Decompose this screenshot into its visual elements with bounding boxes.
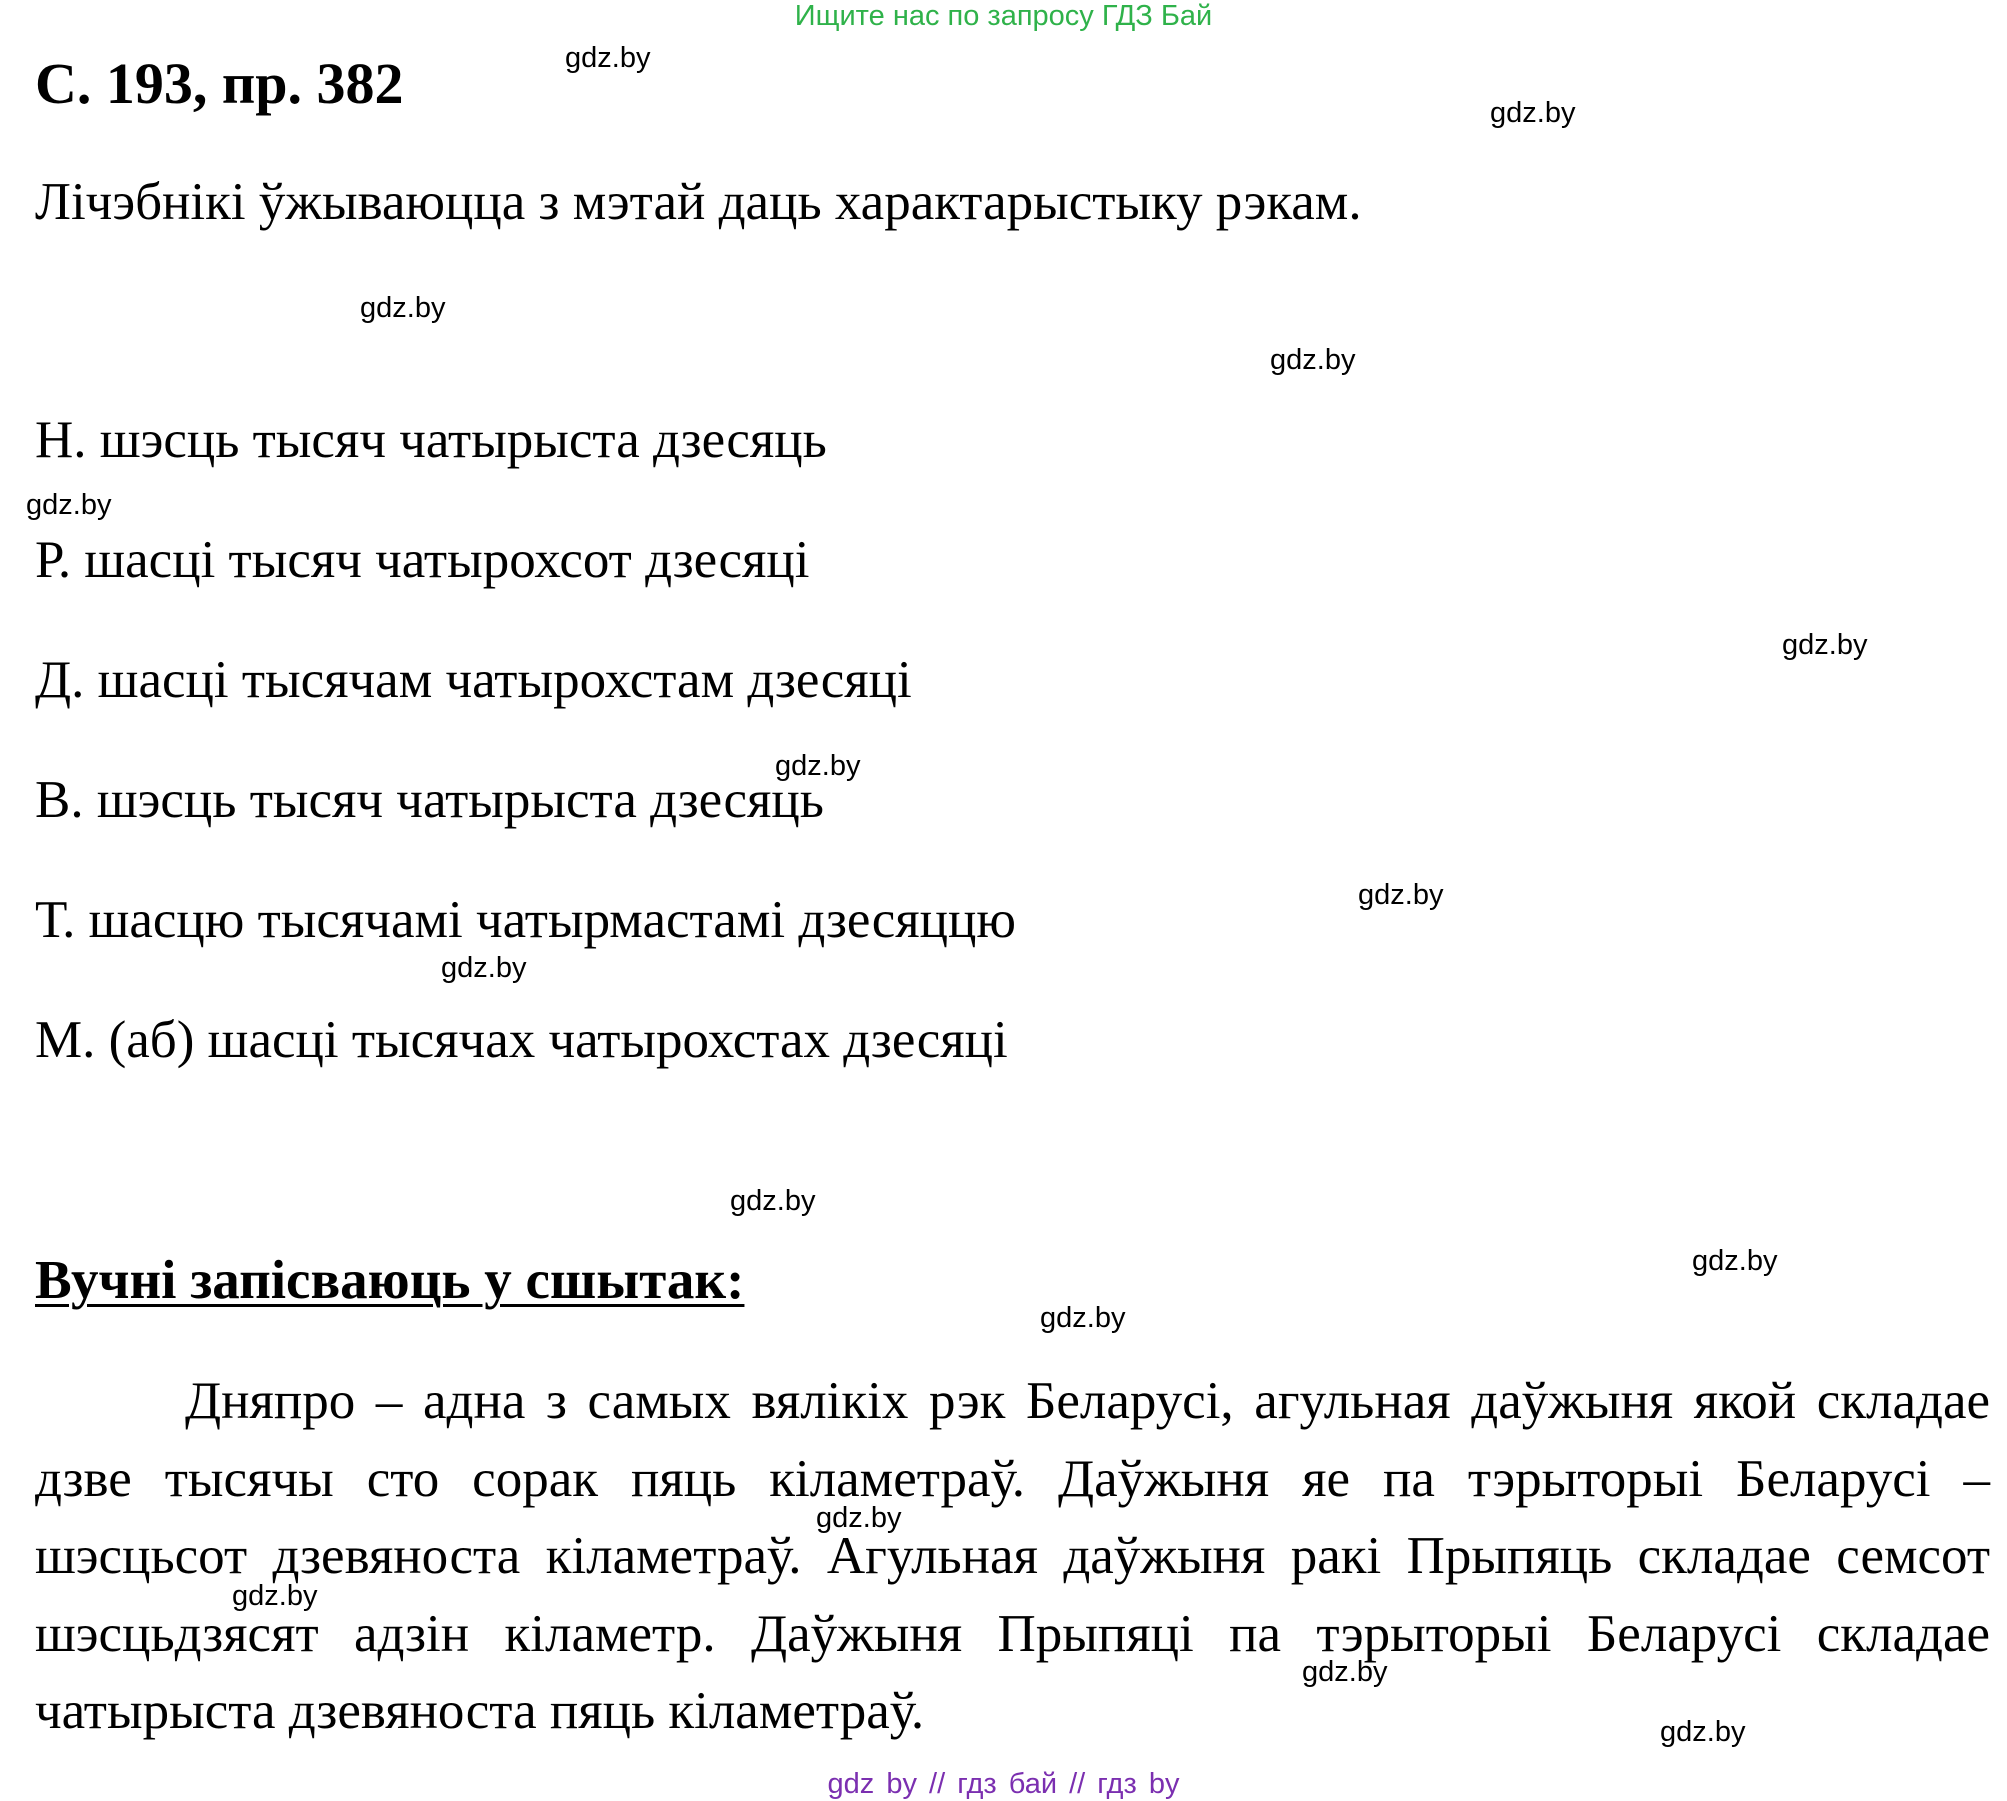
section-heading: Вучні запісваюць у сшытак:: [35, 1249, 745, 1310]
case-line-dative: Д. шасці тысячам чатырохстам дзесяці: [35, 651, 912, 709]
watermark: gdz.by: [1660, 1716, 1746, 1748]
watermark: gdz.by: [775, 750, 861, 782]
watermark: gdz.by: [1270, 344, 1356, 376]
case-line-prepositional: М. (аб) шасці тысячах чатырохстах дзесяці: [35, 1011, 1008, 1069]
exercise-title: С. 193, пр. 382: [35, 51, 404, 116]
watermark: gdz.by: [441, 952, 527, 984]
case-line-accusative: В. шэсць тысяч чатырыста дзесяць: [35, 771, 824, 829]
watermark: gdz.by: [730, 1185, 816, 1217]
watermark: gdz.by: [1692, 1245, 1778, 1277]
case-line-nominative: Н. шэсць тысяч чатырыста дзесяць: [35, 411, 827, 469]
case-line-genitive: Р. шасці тысяч чатырохсот дзесяці: [35, 531, 810, 589]
top-banner[interactable]: Ищите нас по запросу ГДЗ Бай: [794, 0, 1213, 32]
watermark: gdz.by: [26, 489, 112, 521]
watermark: gdz.by: [1490, 97, 1576, 129]
watermark: gdz.by: [816, 1502, 902, 1534]
rivers-paragraph: Дняпро – адна з самых вялікіх рэк Беларусі, агульная даўжыня якой складае дзве тысячы сто сорак пяць кіламетраў. Даўжыня яе па тэрыторыі Беларусі – шэсцьсот дзевяноста кіламетраў. Агульная даўжыня ракі Прыпяць складае семсот шэсцьдзясят адзін кіламетр. Даўжыня Прыпяці па тэрыторыі Беларусі складае чатырыста дзевяноста пяць кіламетраў.: [35, 1372, 1990, 1740]
watermark: gdz.by: [1302, 1656, 1388, 1688]
watermark: gdz.by: [1040, 1302, 1126, 1334]
watermark: gdz.by: [1358, 879, 1444, 911]
footer-links[interactable]: gdz by // гдз бай // гдз by: [827, 1768, 1180, 1800]
watermark: gdz.by: [1782, 629, 1868, 661]
intro-text: Лічэбнікі ўжываюцца з мэтай даць характарыстыку рэкам.: [35, 173, 1362, 231]
case-line-instrumental: Т. шасцю тысячамі чатырмастамі дзесяццю: [35, 891, 1016, 949]
watermark: gdz.by: [360, 292, 446, 324]
watermark: gdz.by: [232, 1580, 318, 1612]
watermark: gdz.by: [565, 42, 651, 74]
